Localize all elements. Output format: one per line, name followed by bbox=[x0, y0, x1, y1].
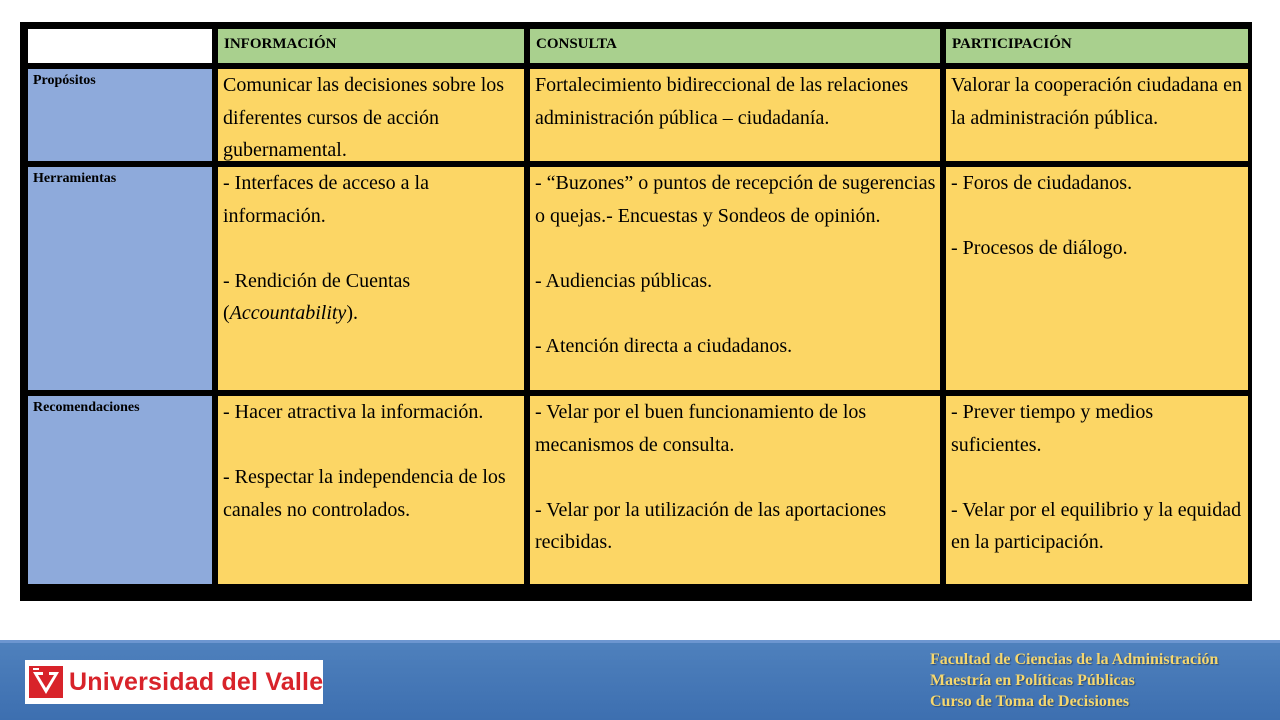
header-participacion: PARTICIPACIÓN bbox=[946, 29, 1248, 63]
row-label-herramientas: Herramientas bbox=[28, 167, 212, 390]
program-line: Maestría en Políticas Públicas bbox=[930, 672, 1135, 689]
italic-term: Accountability bbox=[229, 302, 347, 324]
cell-paragraph-accountability: - Rendición de Cuentas (Accountability). bbox=[223, 269, 411, 324]
cell-herramientas-informacion bbox=[218, 167, 524, 390]
univalle-logo-icon bbox=[29, 666, 63, 698]
university-name: Universidad del Valle bbox=[69, 667, 324, 696]
university-logo bbox=[25, 660, 323, 704]
cell-paragraph: - Respectar la independencia de los canales no controlados. bbox=[223, 466, 506, 521]
header-informacion: INFORMACIÓN bbox=[218, 29, 524, 63]
row-label-recomendaciones: Recomendaciones bbox=[28, 396, 212, 584]
cell-paragraph: - Velar por el buen funcionamiento de los mecanismos de consulta. bbox=[535, 401, 867, 456]
cell-recomendaciones-informacion bbox=[218, 396, 524, 584]
faculty-line: Facultad de Ciencias de la Administración bbox=[930, 651, 1219, 668]
cell-propositos-informacion bbox=[218, 69, 524, 161]
cell-propositos-participacion bbox=[946, 69, 1248, 161]
cell-herramientas-participacion bbox=[946, 167, 1248, 390]
course-line: Curso de Toma de Decisiones bbox=[930, 693, 1130, 710]
header-consulta: CONSULTA bbox=[530, 29, 940, 63]
cell-recomendaciones-participacion bbox=[946, 396, 1248, 584]
cell-paragraph: Valorar la cooperación ciudadana en la administración pública. bbox=[951, 74, 1242, 129]
footer-bar bbox=[0, 640, 1280, 720]
cell-paragraph: Fortalecimiento bidireccional de las relaciones administración pública – ciudadanía. bbox=[535, 74, 909, 129]
table-corner-cell bbox=[28, 29, 212, 63]
cell-paragraph: - Hacer atractiva la información. bbox=[223, 401, 484, 423]
cell-herramientas-consulta bbox=[530, 167, 940, 390]
course-info bbox=[930, 649, 1275, 712]
cell-paragraph: - Velar por la utilización de las aportaciones recibidas. bbox=[535, 498, 887, 553]
cell-paragraph: - Interfaces de acceso a la información. bbox=[223, 172, 429, 227]
cell-paragraph: - Audiencias públicas. bbox=[535, 269, 713, 292]
cell-paragraph: - “Buzones” o puntos de recepción de sugerencias o quejas.- Encuestas y Sondeos de opinión. bbox=[535, 172, 936, 227]
comparison-table bbox=[20, 22, 1252, 601]
cell-paragraph: Comunicar las decisiones sobre los diferentes cursos de acción gubernamental. bbox=[223, 74, 505, 161]
cell-recomendaciones-consulta bbox=[530, 396, 940, 584]
cell-paragraph: - Atención directa a ciudadanos. bbox=[535, 334, 793, 357]
cell-paragraph: - Foros de ciudadanos. bbox=[951, 172, 1133, 194]
cell-paragraph: - Prever tiempo y medios suficientes. bbox=[951, 401, 1154, 456]
cell-paragraph: - Velar por el equilibrio y la equidad en la participación. bbox=[951, 498, 1242, 553]
cell-paragraph: - Procesos de diálogo. bbox=[951, 237, 1128, 259]
cell-propositos-consulta bbox=[530, 69, 940, 161]
row-label-propositos: Propósitos bbox=[28, 69, 212, 161]
